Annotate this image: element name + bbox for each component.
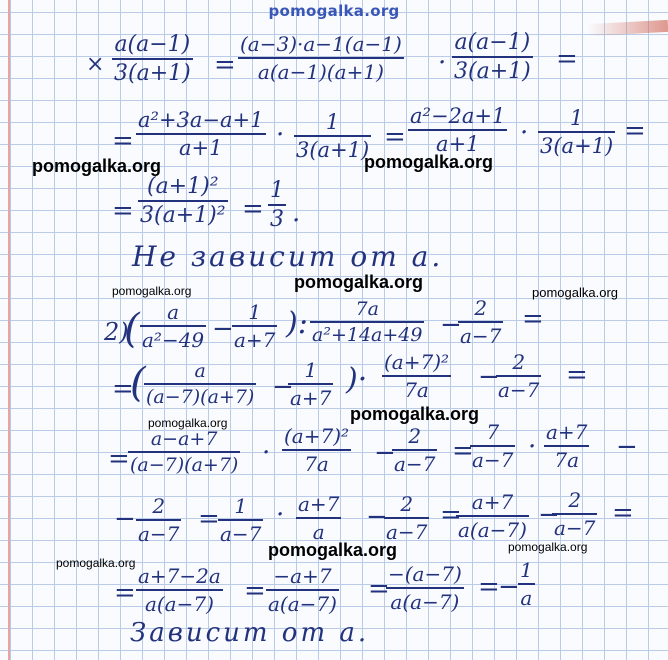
site-header-link[interactable]: pomogalka.org <box>268 2 400 20</box>
denominator: a−7 <box>554 516 596 540</box>
fraction-g1 <box>140 300 206 352</box>
numerator: 1 <box>304 358 318 382</box>
fraction-bar <box>456 515 529 517</box>
fraction-bar <box>392 449 437 451</box>
numerator: 2 <box>152 494 166 518</box>
conclusion-2: Зависит от a. <box>130 618 370 648</box>
denominator: a+7 <box>234 328 276 352</box>
numerator: 1 <box>569 106 584 130</box>
page-margin-line <box>8 0 10 660</box>
fraction-bar <box>238 57 404 59</box>
fraction-g6 <box>288 358 333 410</box>
equals-sign: = <box>566 360 588 390</box>
denominator: 3 <box>270 207 284 232</box>
fraction-g21 <box>266 564 339 616</box>
fraction-bar <box>386 587 464 589</box>
numerator: a(a−1) <box>454 30 531 55</box>
fraction-g4 <box>458 296 503 348</box>
numerator: 1 <box>270 178 284 203</box>
equals-sign: = <box>108 444 130 474</box>
fraction-bar <box>136 133 266 135</box>
numerator: 2 <box>568 488 582 512</box>
denominator: a−7 <box>394 452 436 476</box>
numerator: (a−3)·a−1(a−1) <box>240 32 402 56</box>
close-paren-divide: ): <box>286 306 308 341</box>
fraction-4 <box>136 108 266 160</box>
denominator: (a−7)(a+7) <box>130 454 239 476</box>
fraction-bar <box>296 517 341 519</box>
denominator: a−7 <box>386 520 428 544</box>
fraction-bar <box>232 325 277 327</box>
denominator: 3(a+1) <box>540 134 614 158</box>
numerator: a+7 <box>298 492 340 516</box>
fraction-g7 <box>382 350 451 402</box>
fraction-bar <box>294 135 371 137</box>
equals-sign: = <box>556 44 578 74</box>
numerator: −(a−7) <box>388 562 462 586</box>
watermark: pomogalka.org <box>508 540 588 554</box>
numerator: 2 <box>400 492 414 516</box>
denominator: a(a−7) <box>268 592 337 616</box>
minus-sign: − <box>366 502 388 532</box>
denominator: a²+14a+49 <box>312 324 423 346</box>
fraction-7 <box>538 106 615 158</box>
watermark: pomogalka.org <box>294 272 424 292</box>
multiply-dot: · <box>262 438 271 468</box>
watermark: pomogalka.org <box>364 152 494 172</box>
multiply-dot: · <box>276 500 285 530</box>
denominator: 7a <box>404 378 429 402</box>
minus-sign: − <box>272 372 294 402</box>
denominator: a−7 <box>460 324 502 348</box>
open-paren: ( <box>130 360 146 406</box>
fraction-bar <box>266 589 339 591</box>
equals-sign: = <box>214 50 236 80</box>
equals-sign: = <box>612 498 634 528</box>
fraction-bar <box>382 375 451 377</box>
watermark: pomogalka.org <box>32 156 162 176</box>
numerator: a <box>167 300 180 324</box>
denominator: 3(a+1) <box>296 138 370 162</box>
fraction-g11 <box>392 424 437 476</box>
numerator: 1 <box>234 494 248 518</box>
equals-sign: = <box>112 196 134 226</box>
fraction-bar <box>310 321 424 323</box>
fraction-g22 <box>386 562 464 614</box>
fraction-g3 <box>310 298 424 346</box>
multiply-dot: · <box>438 48 447 78</box>
denominator: a+1 <box>435 132 480 156</box>
fraction-9 <box>268 178 286 232</box>
fraction-2 <box>238 32 404 84</box>
fraction-g5 <box>144 360 256 408</box>
equals-sign: = <box>112 374 134 404</box>
fraction-bar <box>144 383 256 385</box>
numerator: 2 <box>408 424 422 448</box>
numerator: 2 <box>474 296 488 320</box>
fraction-1 <box>112 32 193 86</box>
fraction-bar <box>140 325 206 327</box>
fraction-bar <box>552 513 597 515</box>
minus-sign: − <box>440 310 462 340</box>
minus-sign: − <box>212 314 234 344</box>
fraction-bar <box>136 519 181 521</box>
fraction-g12 <box>470 420 515 472</box>
equals-sign: = <box>624 116 646 146</box>
numerator: −a+7 <box>273 564 332 588</box>
equals-sign: = <box>112 126 134 156</box>
multiply-dot: · <box>528 432 537 462</box>
denominator: (a−7)(a+7) <box>146 386 255 408</box>
numerator: a²+3a−a+1 <box>138 108 264 132</box>
minus-sign: − <box>498 572 520 602</box>
fraction-g9 <box>128 428 240 476</box>
open-paren: ( <box>124 306 140 352</box>
equals-sign: = <box>452 436 474 466</box>
close-paren-multiply: )· <box>346 362 368 397</box>
fraction-8 <box>138 174 228 228</box>
denominator: 3(a+1) <box>114 61 191 86</box>
fraction-bar <box>458 321 503 323</box>
equals-sign: = <box>114 578 136 608</box>
fraction-bar <box>518 583 535 585</box>
fraction-bar <box>136 589 223 591</box>
equals-sign: = <box>440 500 462 530</box>
fraction-bar <box>384 517 429 519</box>
equals-sign: = <box>242 194 264 224</box>
numerator: a+7 <box>471 490 514 514</box>
denominator: a−7 <box>498 378 540 402</box>
numerator: a(a−1) <box>114 32 191 57</box>
fraction-g20 <box>136 564 223 616</box>
equals-sign: = <box>368 574 390 604</box>
fraction-g23 <box>518 558 535 610</box>
fraction-g8 <box>496 350 541 402</box>
equals-sign: = <box>522 304 544 334</box>
denominator: 7a <box>304 452 329 476</box>
numerator: a−a+7 <box>150 428 218 450</box>
numerator: (a+7)² <box>384 350 450 374</box>
watermark: pomogalka.org <box>532 285 618 300</box>
numerator: (a+1)² <box>146 174 219 199</box>
fraction-bar <box>112 58 193 60</box>
denominator: 3(a+1)² <box>140 203 226 228</box>
minus-sign: − <box>478 362 500 392</box>
denominator: a <box>520 586 533 610</box>
numerator: 2 <box>512 350 526 374</box>
fraction-bar <box>128 451 240 453</box>
equals-sign: = <box>198 504 220 534</box>
fraction-bar <box>268 204 286 206</box>
page-edge-stain <box>588 20 668 36</box>
denominator: a(a−7) <box>390 590 460 614</box>
denominator: a−7 <box>472 448 514 472</box>
denominator: a−7 <box>138 522 180 546</box>
fraction-g19 <box>552 488 597 540</box>
numerator: a <box>194 360 206 382</box>
numerator: (a+7)² <box>284 424 350 448</box>
multiply-dot: · <box>276 120 285 150</box>
multiply-dot: · <box>520 118 529 148</box>
fraction-5 <box>294 110 371 162</box>
minus-sign: − <box>616 432 638 462</box>
fraction-g16 <box>296 492 341 544</box>
fraction-bar <box>470 445 515 447</box>
fraction-bar <box>408 129 507 131</box>
fraction-bar <box>282 449 351 451</box>
watermark: pomogalka.org <box>350 404 480 424</box>
fraction-6 <box>408 104 507 156</box>
fraction-g2 <box>232 300 277 352</box>
fraction-bar <box>218 519 263 521</box>
minus-sign: − <box>538 500 560 530</box>
denominator: a(a−7) <box>144 592 214 616</box>
denominator: 7a <box>554 448 580 472</box>
task-marker: × <box>86 52 105 77</box>
denominator: a(a−1)(a+1) <box>257 60 384 84</box>
denominator: a+1 <box>179 136 223 160</box>
watermark: pomogalka.org <box>56 556 136 570</box>
watermark: pomogalka.org <box>112 284 192 298</box>
fraction-3 <box>452 30 533 84</box>
conclusion-1: Не зависит от a. <box>132 240 444 273</box>
denominator: a−7 <box>220 522 262 546</box>
denominator: 3(a+1) <box>454 59 531 84</box>
equals-sign: = <box>384 122 406 152</box>
task-number: 2) <box>104 318 129 346</box>
fraction-g18 <box>456 490 529 542</box>
denominator: a²−49 <box>142 328 205 352</box>
fraction-bar <box>538 131 615 133</box>
fraction-g15 <box>218 494 263 546</box>
denominator: a(a−7) <box>458 518 527 542</box>
fraction-g13 <box>544 420 589 472</box>
numerator: 1 <box>520 558 533 582</box>
fraction-g10 <box>282 424 351 476</box>
denominator: a <box>312 520 325 544</box>
watermark: pomogalka.org <box>148 416 228 430</box>
fraction-g17 <box>384 492 429 544</box>
fraction-bar <box>288 383 333 385</box>
numerator: a+7 <box>546 420 588 444</box>
numerator: a²−2a+1 <box>410 104 506 128</box>
fraction-g14 <box>136 494 181 546</box>
fraction-bar <box>496 375 541 377</box>
numerator: a+7−2a <box>138 564 221 588</box>
minus-sign: − <box>114 504 136 534</box>
period: . <box>292 198 301 228</box>
equals-sign: = <box>244 576 266 606</box>
watermark: pomogalka.org <box>268 540 398 560</box>
numerator: 1 <box>248 300 262 324</box>
fraction-bar <box>452 56 533 58</box>
fraction-bar <box>138 200 228 202</box>
denominator: a+7 <box>290 386 332 410</box>
numerator: 1 <box>325 110 340 134</box>
equals-sign: = <box>478 572 500 602</box>
numerator: 7 <box>486 420 500 444</box>
numerator: 7a <box>355 298 379 320</box>
fraction-bar <box>544 445 589 447</box>
minus-sign: − <box>374 438 396 468</box>
